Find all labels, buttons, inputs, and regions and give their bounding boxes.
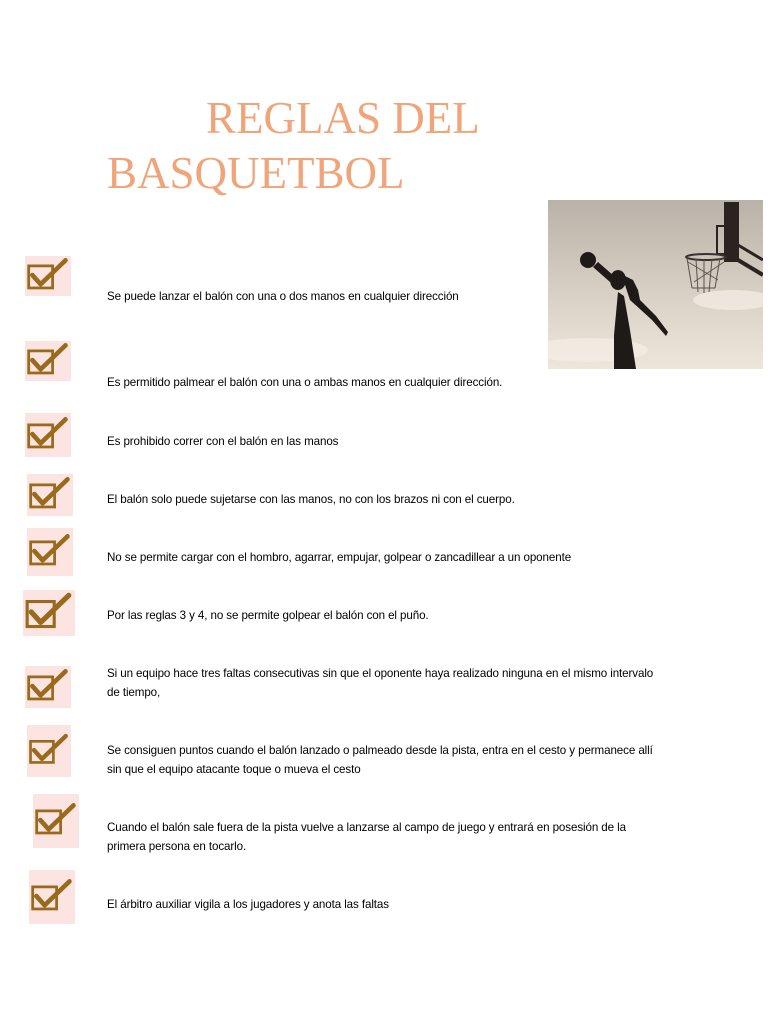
rule-text-4: El balón solo puede sujetarse con las manos, no con los brazos ni con el cuerpo.: [107, 493, 515, 506]
title-line-2: BASQUETBOL: [107, 148, 405, 198]
rule-text-7: Si un equipo hace tres faltas consecutivas sin que el oponente haya realizado ninguna en el mismo intervalo de tiempo,: [107, 667, 654, 699]
rule-text-10: El árbitro auxiliar vigila a los jugadores y anota las faltas: [107, 898, 389, 911]
basketball-photo: [548, 200, 763, 369]
rule-text-6: Por las reglas 3 y 4, no se permite golpear el balón con el puño.: [107, 609, 429, 622]
checkmark-icon: [27, 725, 71, 777]
checkmark-icon: [23, 590, 75, 636]
rule-text-8: Se consiguen puntos cuando el balón lanzado o palmeado desde la pista, entra en el cesto y permanece allí sin que el equipo atacante toque o mueva el cesto: [107, 744, 653, 776]
title-line-1: REGLAS DEL: [206, 93, 480, 143]
rule-text-5: No se permite cargar con el hombro, agarrar, empujar, golpear o zancadillear a un oponente: [107, 551, 572, 564]
rule-text-3: Es prohibido correr con el balón en las manos: [107, 435, 339, 448]
checkmark-icon: [27, 474, 73, 516]
checkmark-icon: [25, 341, 71, 381]
checkmark-icon: [25, 666, 71, 708]
rule-text-9: Cuando el balón sale fuera de la pista vuelve a lanzarse al campo de juego y entrará en posesión de la primera persona en tocarlo.: [107, 821, 626, 853]
checkmark-icon: [25, 256, 71, 296]
checkmark-icon: [33, 794, 79, 848]
checkmark-icon: [29, 870, 75, 924]
checkmark-icon: [25, 413, 71, 457]
rule-text-2: Es permitido palmear el balón con una o ambas manos en cualquier dirección.: [107, 376, 503, 389]
checkmark-icon: [27, 528, 73, 576]
rule-text-1: Se puede lanzar el balón con una o dos manos en cualquier dirección: [107, 290, 459, 303]
